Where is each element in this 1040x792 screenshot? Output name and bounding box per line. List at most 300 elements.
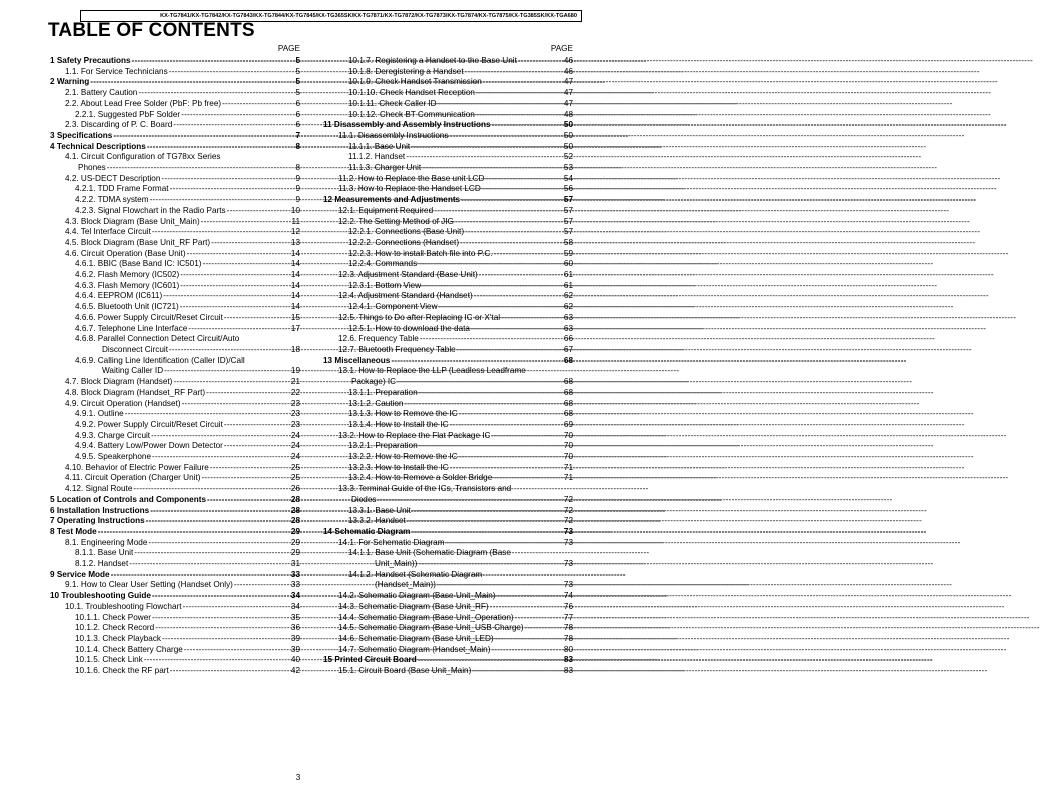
toc-entry[interactable]	[50, 452, 300, 463]
toc-entry-page: 14	[290, 302, 300, 312]
dot-leader	[173, 377, 290, 388]
toc-entry-label: 4.6.9. Calling Line Identification (Caller ID)/Call	[75, 355, 245, 365]
dot-leader	[411, 527, 563, 538]
toc-entry-page: 10	[290, 205, 300, 215]
toc-entry[interactable]	[323, 99, 573, 110]
toc-entry-label: 2.2. About Lead Free Solder (PbF: Pb free)	[65, 98, 222, 108]
toc-entry[interactable]	[323, 441, 573, 452]
toc-entry-label: 4.9.3. Charge Circuit	[75, 430, 151, 440]
toc-entry[interactable]	[50, 227, 300, 238]
toc-entry[interactable]	[323, 463, 573, 474]
toc-entry[interactable]	[50, 99, 300, 110]
toc-entry-page: 63	[563, 312, 573, 322]
toc-section[interactable]	[50, 516, 300, 527]
toc-entry[interactable]	[50, 238, 300, 249]
toc-entry[interactable]	[50, 88, 300, 99]
toc-entry-label: 4.7. Block Diagram (Handset)	[65, 377, 173, 387]
dot-leader	[203, 259, 290, 270]
dot-leader	[207, 495, 290, 506]
toc-entry-label: 6 Installation Instructions	[50, 505, 150, 515]
toc-entry-label: 4.2. US-DECT Description	[65, 173, 161, 183]
toc-entry[interactable]	[50, 441, 300, 452]
toc-entry[interactable]	[50, 548, 300, 559]
toc-entry-label: 4 Technical Descriptions	[50, 141, 146, 151]
dot-leader	[151, 431, 290, 442]
toc-entry-label: 4.9.4. Battery Low/Power Down Detector	[75, 441, 223, 451]
toc-entry-page: 6	[295, 98, 300, 108]
toc-entry[interactable]	[50, 655, 300, 666]
toc-entry-label: 10.1.2. Check Record	[75, 623, 155, 633]
toc-entry-label: 15 Printed Circuit Board	[323, 655, 417, 665]
toc-entry[interactable]	[50, 645, 300, 656]
toc-entry-label: 10.1.11. Check Caller ID	[348, 98, 437, 108]
toc-entry-page: 50	[563, 141, 573, 151]
dot-leader	[224, 313, 290, 324]
dot-leader	[147, 142, 295, 153]
toc-entry-label: 12.1. Equipment Required	[338, 205, 434, 215]
toc-entry-page: 18	[290, 344, 300, 354]
dot-leader	[150, 506, 290, 517]
toc-entry[interactable]	[50, 67, 300, 78]
toc-entry-page: 61	[563, 280, 573, 290]
toc-entry[interactable]	[323, 238, 573, 249]
toc-entry[interactable]	[323, 313, 573, 324]
dot-leader	[419, 441, 563, 452]
toc-entry-label: 11.1.2. Handset	[348, 152, 406, 162]
toc-entry-label: 14 Schematic Diagram	[323, 526, 411, 536]
toc-entry[interactable]	[50, 409, 300, 420]
dot-leader	[405, 399, 563, 410]
toc-entry[interactable]	[50, 580, 300, 591]
toc-entry-page: 24	[290, 430, 300, 440]
toc-entry-page: 68	[563, 398, 573, 408]
dot-leader	[515, 613, 563, 624]
toc-entry[interactable]	[323, 77, 573, 88]
toc-entry-page: 57	[563, 227, 573, 237]
toc-entry[interactable]	[323, 270, 573, 281]
toc-entry-page: 83	[563, 666, 573, 676]
toc-entry[interactable]	[323, 399, 573, 410]
toc-entry-label: 10.1.12. Check BT Communication	[348, 109, 475, 119]
dot-leader	[419, 388, 563, 399]
toc-entry-label: 14.4. Schematic Diagram (Base Unit_Operation)	[338, 612, 514, 622]
toc-entry-label: 4.6. Circuit Operation (Base Unit)	[65, 248, 186, 258]
toc-entry[interactable]	[323, 291, 573, 302]
toc-entry-page: 60	[563, 259, 573, 269]
toc-section[interactable]	[323, 655, 573, 666]
toc-entry-page: 46	[563, 56, 573, 65]
toc-entry-label: 4.9.1. Outline	[75, 409, 124, 419]
toc-entry-page: 33	[290, 569, 300, 579]
toc-entry-label: 11.1.3. Charger Unit	[348, 163, 422, 173]
dot-leader	[492, 120, 563, 131]
toc-entry-label: 4.9.2. Power Supply Circuit/Reset Circuit	[75, 419, 223, 429]
dot-leader	[133, 484, 290, 495]
dot-leader	[465, 227, 563, 238]
dot-leader	[181, 110, 294, 121]
toc-entry[interactable]	[50, 484, 300, 495]
toc-entry[interactable]	[323, 56, 573, 67]
toc-entry-continuation[interactable]	[50, 345, 300, 356]
toc-entry[interactable]	[323, 538, 573, 549]
toc-entry-page: 21	[290, 377, 300, 387]
toc-entry-page: 71	[563, 462, 573, 472]
toc-entry[interactable]	[323, 259, 573, 270]
toc-entry-page: 83	[563, 655, 573, 665]
toc-entry[interactable]	[323, 420, 573, 431]
page-column-header: PAGE	[277, 44, 300, 53]
toc-entry-page: 67	[563, 344, 573, 354]
dot-leader	[378, 495, 563, 506]
model-number-header: KX-TG7841/KX-TG7842/KX-TG7843/KX-TG7844/KX-TG7845/KX-TG365SK/KX-TG7871/KX-TG7872/KX-TG7873/KX-TG7874/KX-TG7875/KX-TG385SK/KX-TGA680	[80, 10, 582, 22]
dot-leader	[144, 655, 290, 666]
toc-entry-page: 57	[563, 195, 573, 205]
toc-entry[interactable]	[323, 634, 573, 645]
toc-entry[interactable]	[323, 645, 573, 656]
toc-entry-label: 4.3. Block Diagram (Base Unit_Main)	[65, 216, 200, 226]
toc-entry[interactable]	[323, 152, 573, 163]
toc-entry[interactable]	[50, 399, 300, 410]
toc-section[interactable]	[50, 506, 300, 517]
toc-entry-label: 4.2.2. TDMA system	[75, 195, 149, 205]
toc-entry-label: 11.2. How to Replace the Base unit LCD	[338, 173, 485, 183]
toc-section[interactable]	[50, 142, 300, 153]
toc-entry-label: 8.1. Engineering Mode	[65, 537, 148, 547]
toc-entry-label: 7 Operating Instructions	[50, 516, 145, 526]
toc-entry-label: 4.6.7. Telephone Line Interface	[75, 323, 188, 333]
toc-entry-label-continued: Package) IC	[351, 377, 397, 387]
toc-section[interactable]	[50, 591, 300, 602]
toc-entry[interactable]	[50, 634, 300, 645]
toc-entry-page: 29	[290, 526, 300, 536]
toc-entry-page: 29	[290, 548, 300, 558]
toc-entry-label: 10.1.3. Check Playback	[75, 633, 162, 643]
toc-entry-label: 13.3.1. Base Unit	[348, 505, 411, 515]
toc-entry[interactable]	[323, 452, 573, 463]
toc-entry[interactable]	[50, 388, 300, 399]
toc-entry[interactable]	[323, 174, 573, 185]
toc-entry-page: 62	[563, 302, 573, 312]
dot-leader	[163, 291, 290, 302]
toc-entry[interactable]	[50, 302, 300, 313]
toc-entry-page: 7	[295, 130, 300, 140]
dot-leader	[98, 527, 290, 538]
dot-leader	[155, 623, 290, 634]
toc-entry[interactable]	[50, 291, 300, 302]
dot-leader	[152, 613, 290, 624]
toc-entry-continuation[interactable]	[323, 559, 573, 570]
toc-section[interactable]	[50, 56, 300, 67]
toc-entry-page: 63	[563, 323, 573, 333]
dot-leader	[152, 452, 290, 463]
toc-entry[interactable]	[323, 249, 573, 260]
toc-entry-label: 4.6.6. Power Supply Circuit/Reset Circuit	[75, 312, 223, 322]
toc-entry-page: 73	[563, 526, 573, 536]
dot-leader	[201, 217, 291, 228]
toc-entry-label: 14.1.2. Handset (Schematic Diagram	[348, 569, 483, 579]
toc-entry[interactable]	[50, 613, 300, 624]
toc-entry[interactable]	[50, 538, 300, 549]
toc-entry-page: 28	[290, 516, 300, 526]
toc-entry-continuation[interactable]	[50, 366, 300, 377]
toc-entry[interactable]	[323, 142, 573, 153]
toc-entry-label: 13.2.1. Preparation	[348, 441, 418, 451]
toc-entry[interactable]	[50, 420, 300, 431]
dot-leader	[465, 67, 563, 78]
toc-entry-continuation[interactable]	[323, 377, 573, 388]
toc-entry-page: 53	[563, 163, 573, 173]
toc-entry-page: 70	[563, 430, 573, 440]
toc-entry[interactable]	[323, 613, 573, 624]
toc-entry[interactable]	[323, 345, 573, 356]
toc-list-right	[323, 56, 573, 677]
dot-leader	[471, 324, 563, 335]
toc-entry[interactable]	[323, 473, 573, 484]
dot-leader	[173, 120, 294, 131]
toc-entry-page: 54	[563, 173, 573, 183]
toc-entry-page: 61	[563, 270, 573, 280]
toc-section[interactable]	[50, 77, 300, 88]
toc-entry-label: 10.1.4. Check Battery Charge	[75, 644, 183, 654]
toc-entry[interactable]	[323, 184, 573, 195]
toc-entry-label: 10 Troubleshooting Guide	[50, 591, 151, 601]
dot-leader	[148, 538, 290, 549]
toc-entry-label: 13.2. How to Replace the Flat Package IC	[338, 430, 491, 440]
dot-leader	[234, 580, 290, 591]
dot-leader	[206, 388, 290, 399]
dot-leader	[461, 195, 563, 206]
toc-section[interactable]	[50, 527, 300, 538]
toc-entry-label: 15.1. Circuit Board (Base Unit_Main)	[338, 666, 472, 676]
toc-entry-page: 28	[290, 505, 300, 515]
toc-entry[interactable]	[323, 67, 573, 78]
toc-entry[interactable]	[323, 366, 573, 377]
toc-entry[interactable]	[50, 313, 300, 324]
dot-leader	[476, 110, 563, 121]
toc-entry[interactable]	[323, 484, 573, 495]
toc-entry[interactable]	[50, 249, 300, 260]
toc-entry-label: 14.6. Schematic Diagram (Base Unit_LED)	[338, 633, 494, 643]
dot-leader	[420, 334, 563, 345]
toc-entry[interactable]	[323, 227, 573, 238]
toc-section[interactable]	[50, 131, 300, 142]
toc-entry-page: 5	[295, 56, 300, 65]
toc-entry[interactable]	[323, 324, 573, 335]
toc-section[interactable]	[50, 495, 300, 506]
toc-entry[interactable]	[323, 548, 573, 559]
toc-entry-label: 13.2.2. How to Remove the IC	[348, 452, 458, 462]
toc-entry-page: 52	[563, 152, 573, 162]
toc-entry-page: 56	[563, 184, 573, 194]
toc-entry-page: 8	[295, 163, 300, 173]
toc-entry[interactable]	[323, 570, 573, 581]
toc-entry-page: 57	[563, 205, 573, 215]
toc-entry-page: 78	[563, 633, 573, 643]
toc-entry[interactable]	[50, 184, 300, 195]
toc-entry-page: 77	[563, 612, 573, 622]
toc-entry[interactable]	[50, 281, 300, 292]
toc-entry[interactable]	[323, 602, 573, 613]
dot-leader	[125, 409, 290, 420]
toc-entry[interactable]	[323, 163, 573, 174]
toc-entry[interactable]	[50, 174, 300, 185]
toc-entry-page: 12	[290, 227, 300, 237]
toc-entry-page: 13	[290, 237, 300, 247]
toc-entry-label: 14.7. Schematic Diagram (Handset_Main)	[338, 644, 491, 654]
toc-entry-label: 8.1.2. Handset	[75, 559, 129, 569]
toc-entry[interactable]	[323, 409, 573, 420]
toc-entry-page: 9	[295, 184, 300, 194]
toc-entry[interactable]	[323, 281, 573, 292]
toc-entry-label: 12.2.4. Commands	[348, 259, 418, 269]
dot-leader	[518, 56, 563, 67]
dot-leader	[180, 281, 290, 292]
toc-entry-page: 9	[295, 195, 300, 205]
toc-entry-label: 9 Service Mode	[50, 569, 110, 579]
toc-entry-label: 10.1.9. Check Handset Transmission	[348, 77, 482, 87]
toc-entry-page: 15	[290, 312, 300, 322]
toc-right-column	[323, 44, 573, 677]
toc-entry-label: 2.2.1. Suggested PbF Solder	[75, 109, 181, 119]
toc-entry-page: 24	[290, 452, 300, 462]
toc-section[interactable]	[50, 570, 300, 581]
dot-leader	[482, 184, 563, 195]
toc-entry[interactable]	[323, 388, 573, 399]
dot-leader	[90, 77, 294, 88]
dot-leader	[438, 99, 563, 110]
toc-entry-label: 12.2.1. Connections (Base Unit)	[348, 227, 465, 237]
toc-entry-label: 10.1. Troubleshooting Flowchart	[65, 601, 182, 611]
toc-entry[interactable]	[323, 206, 573, 217]
dot-leader	[183, 602, 290, 613]
toc-entry[interactable]	[50, 259, 300, 270]
toc-entry-page: 40	[290, 655, 300, 665]
toc-entry-page: 80	[563, 644, 573, 654]
toc-entry-page: 47	[563, 77, 573, 87]
toc-entry[interactable]	[50, 623, 300, 634]
toc-entry[interactable]	[323, 131, 573, 142]
toc-entry[interactable]	[50, 431, 300, 442]
toc-entry-continuation[interactable]	[323, 495, 573, 506]
toc-section[interactable]	[323, 527, 573, 538]
toc-entry-page: 34	[290, 601, 300, 611]
toc-entry-continuation[interactable]	[323, 580, 573, 591]
toc-entry-page: 68	[563, 377, 573, 387]
toc-left-column	[50, 44, 300, 677]
toc-section[interactable]	[323, 195, 573, 206]
toc-entry[interactable]	[50, 377, 300, 388]
dot-leader	[407, 516, 563, 527]
toc-entry[interactable]	[50, 559, 300, 570]
toc-entry-label: 14.1.1. Base Unit (Schematic Diagram (Base	[348, 548, 511, 558]
toc-entry[interactable]	[50, 110, 300, 121]
dot-leader	[111, 570, 290, 581]
toc-entry-page: 9	[295, 173, 300, 183]
toc-entry[interactable]	[323, 302, 573, 313]
toc-entry[interactable]	[323, 334, 573, 345]
toc-entry[interactable]	[50, 206, 300, 217]
toc-entry-page: 23	[290, 409, 300, 419]
dot-leader	[138, 88, 294, 99]
dot-leader	[152, 591, 290, 602]
toc-entry-label: 4.2.3. Signal Flowchart in the Radio Parts	[75, 205, 226, 215]
dot-leader	[437, 580, 563, 591]
toc-entry-label: 4.5. Block Diagram (Base Unit_RF Part)	[65, 237, 211, 247]
dot-leader	[485, 174, 562, 185]
toc-entry[interactable]	[50, 666, 300, 677]
dot-leader	[129, 559, 290, 570]
toc-entry-page: 23	[290, 398, 300, 408]
toc-entry[interactable]	[50, 152, 300, 163]
toc-entry-label: 3 Specifications	[50, 130, 113, 140]
toc-entry-label: 4.2.1. TDD Frame Format	[75, 184, 169, 194]
toc-entry[interactable]	[50, 217, 300, 228]
dot-leader	[164, 366, 290, 377]
toc-entry-label: 14.2. Schematic Diagram (Base Unit_Main)	[338, 591, 496, 601]
toc-entry[interactable]	[323, 506, 573, 517]
toc-entry-label: 4.6.8. Parallel Connection Detect Circuit/Auto	[75, 334, 240, 344]
toc-entry-label: 8.1.1. Base Unit	[75, 548, 134, 558]
toc-entry-label-continued: Disconnect Circuit	[102, 344, 168, 354]
toc-entry-page: 73	[563, 537, 573, 547]
toc-section[interactable]	[323, 356, 573, 367]
toc-entry-continuation[interactable]	[50, 163, 300, 174]
toc-entry-label: 10.1.10. Check Handset Reception	[348, 88, 475, 98]
toc-entry-page: 14	[290, 280, 300, 290]
toc-entry-page: 17	[290, 323, 300, 333]
toc-entry[interactable]	[323, 88, 573, 99]
toc-entry-page: 34	[290, 591, 300, 601]
toc-entry[interactable]	[50, 324, 300, 335]
toc-entry[interactable]	[323, 591, 573, 602]
toc-entry[interactable]	[323, 110, 573, 121]
toc-section[interactable]	[323, 120, 573, 131]
dot-leader	[459, 452, 563, 463]
toc-entry[interactable]	[323, 516, 573, 527]
toc-entry-page: 31	[290, 559, 300, 569]
toc-entry[interactable]	[323, 623, 573, 634]
dot-leader	[474, 291, 563, 302]
toc-entry[interactable]	[50, 334, 300, 345]
toc-entry[interactable]	[50, 356, 300, 367]
toc-entry-label: 11 Disassembly and Assembly Instructions	[323, 120, 491, 130]
toc-entry[interactable]	[50, 120, 300, 131]
toc-entry[interactable]	[323, 666, 573, 677]
toc-entry-page: 68	[563, 355, 573, 365]
toc-entry-label: 9.1. How to Clear User Setting (Handset Only)	[65, 580, 233, 590]
toc-entry[interactable]	[50, 602, 300, 613]
dot-leader	[434, 206, 563, 217]
dot-leader	[113, 131, 294, 142]
toc-entry-label: 14.3. Schematic Diagram (Base Unit_RF)	[338, 601, 489, 611]
toc-entry[interactable]	[50, 270, 300, 281]
toc-entry-label: 10.1.6. Check the RF part	[75, 666, 169, 676]
toc-entry[interactable]	[50, 463, 300, 474]
toc-entry-page: 70	[563, 452, 573, 462]
toc-entry-page: 74	[563, 591, 573, 601]
toc-entry[interactable]	[50, 473, 300, 484]
dot-leader	[412, 506, 563, 517]
dot-leader	[162, 634, 290, 645]
toc-entry[interactable]	[50, 195, 300, 206]
toc-entry-page: 19	[290, 366, 300, 376]
toc-entry[interactable]	[323, 217, 573, 228]
toc-entry-label: 14.1. For Schematic Diagram	[338, 537, 445, 547]
dot-leader	[180, 270, 290, 281]
toc-entry-label: 11.1. Disassembly Instructions	[338, 130, 449, 140]
toc-entry[interactable]	[323, 431, 573, 442]
toc-entry-page: 25	[290, 462, 300, 472]
